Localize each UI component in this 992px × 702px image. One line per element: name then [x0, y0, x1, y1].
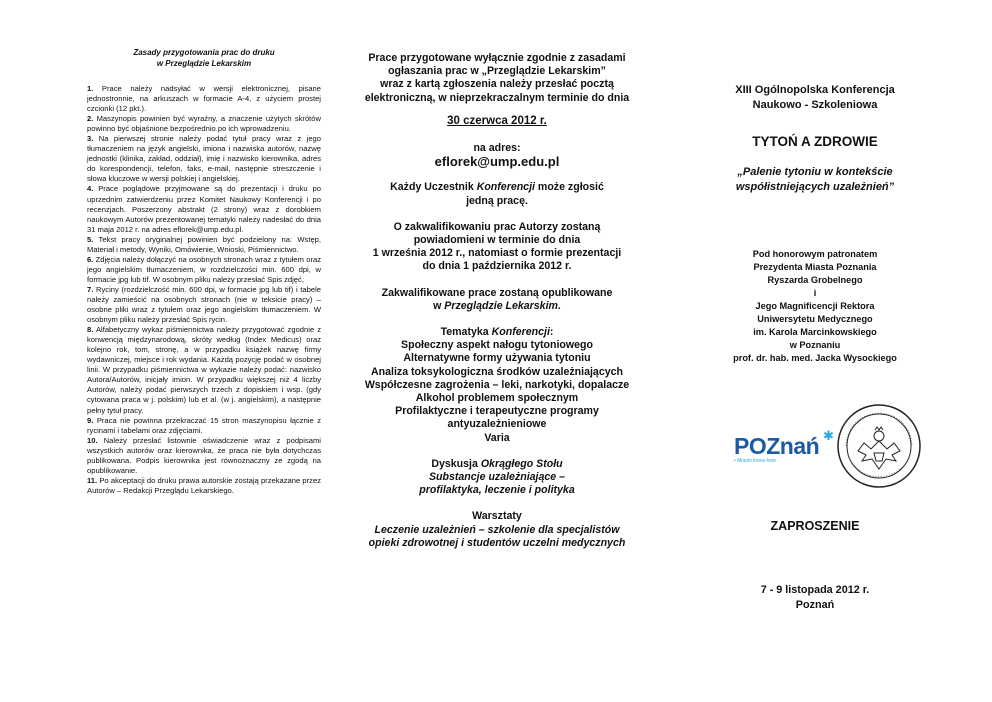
invitation-title: ZAPROSZENIE — [770, 519, 860, 533]
deadline-date: 30 czerwca 2012 r. — [447, 114, 547, 127]
poznan-logo — [734, 428, 834, 473]
qualification-line1: O zakwalifikowaniu prac Autorzy zostaną — [393, 220, 601, 233]
submission-column — [356, 52, 638, 550]
main-title: TYTOŃ A ZDROWIE — [752, 134, 878, 149]
patron-line: i — [813, 288, 817, 298]
rules-list — [87, 84, 321, 496]
workshop-line2: opieki zdrowotnej i studentów uczelni medycznych — [368, 536, 626, 549]
debate-line1: Substancje uzależniające – — [428, 471, 565, 484]
rule-item — [87, 285, 321, 325]
patron-line: Uniwersytetu Medycznego — [757, 314, 873, 324]
patron-line: Jego Magnificencji Rektora — [755, 301, 875, 311]
rule-item — [87, 84, 321, 114]
rule-number: 8. — [87, 325, 94, 335]
debate-line2: profilaktyka, leczenie i polityka — [419, 484, 575, 497]
logo-star-icon: ✱ — [823, 428, 834, 443]
topic-item: Profilaktyczne i terapeutyczne programy — [395, 405, 599, 418]
rule-number: 7. — [87, 284, 94, 294]
topic-item: Alternatywne formy używania tytoniu — [403, 352, 591, 365]
rule-number: 5. — [87, 234, 94, 244]
event-info — [710, 583, 920, 613]
topics-list — [356, 339, 638, 445]
rule-item — [87, 114, 321, 134]
rule-number: 1. — [87, 84, 94, 93]
patron-line: prof. dr. hab. med. Jacka Wysockiego — [733, 353, 897, 363]
topic-item: Alkohol problemem społecznym — [415, 392, 579, 405]
seal-eagle-icon — [836, 403, 922, 489]
rule-number: 11. — [87, 475, 98, 485]
patronage-block — [710, 248, 920, 365]
rule-text: Alfabetyczny wykaz piśmiennictwa należy przygotować zgodnie z konwencją międzynarodową, skróty według (Index Medicus) oraz kolejno rok, tom, stronę, a w przypadku książek nazwę firmy wydawniczej, miejsce i rok wydania. Każdą pozycję podać w osobnej linii. W przypadku piśmiennictwa w wykazie należy podać: nazwisko Autora/Autorów, inicjały imion. W przypadku większej niż 4 liczby Autorów, należy podać pierwszych trzech z dopiskiem i wsp. (gdy cytowana praca w j. polskim) lub et al. (w j. angielskim), a następnie pełny tytuł pracy. — [87, 325, 321, 415]
contact-email[interactable]: eflorek@ump.edu.pl — [434, 154, 560, 170]
subtitle-line1: „Palenie tytoniu w kontekście — [737, 166, 893, 178]
rule-text: Tekst pracy oryginalnej powinien być podzielony na: Wstęp, Materiał i metody, Wyniki, Omówienie, Wnioski, Piśmiennictwo. — [87, 234, 321, 254]
conference-line1: XIII Ogólnopolska Konferencja — [735, 84, 895, 96]
rules-heading — [87, 47, 321, 69]
qualification-line4: do dnia 1 października 2012 r. — [422, 260, 572, 273]
participant-line2: jedną pracę. — [466, 194, 528, 207]
rule-number: 2. — [87, 114, 94, 124]
qualification-line2: powiadomieni w terminie do dnia — [413, 234, 581, 247]
rule-number: 4. — [87, 184, 94, 194]
rule-item — [87, 436, 321, 476]
rule-item — [87, 235, 321, 255]
rule-number: 6. — [87, 254, 94, 264]
subtitle-line2: współistniejących uzależnień” — [735, 180, 895, 193]
rule-item — [87, 416, 321, 436]
patron-line: Ryszarda Grobelnego — [767, 275, 863, 285]
rules-heading-line1: Zasady przygotowania prac do druku — [133, 48, 275, 57]
rule-text: Praca nie powinna przekraczać 15 stron maszynopisu łącznie z rycinami i tabelami oraz zdjęciami. — [87, 415, 321, 435]
rule-text: Ryciny (rozdzielczość min. 600 dpi, w formacie jpg lub tif) i tabele należy zamieścić na osobnych stronach (nie w teksicie pracy) – osobne pliki wraz z tytułem oraz jego angielskim tłumaczeniem. W osobnym pliku należy przesłać Spis rycin. — [87, 284, 321, 325]
debate-title: Dyskusja Okrągłego Stołu — [431, 457, 563, 470]
topics-title: Tematyka Konferencji: — [440, 326, 554, 339]
publication-line2: w Przeglądzie Lekarskim. — [433, 299, 561, 312]
patron-line: Pod honorowym patronatem — [752, 249, 878, 259]
rule-text: Na pierwszej stronie należy podać tytuł pracy wraz z jego tłumaczeniem na język angielski, imiona i nazwiska autorów, nazwę jednostki (klinika, zakład, oddział), imię i nazwisko kierownika, adres do korespondencji, telefon, faks, e-mail, następnie streszczenie i słowa kluczowe w wersji polskiej i angielskiej. — [87, 134, 321, 184]
rules-heading-line2: w Przeglądzie Lekarskim — [156, 59, 252, 68]
rule-item — [87, 255, 321, 285]
event-city: Poznań — [795, 599, 835, 611]
rule-item — [87, 476, 321, 496]
patron-line: Prezydenta Miasta Poznania — [753, 262, 877, 272]
rule-text: Maszynopis powinien być wyraźny, a znaczenie użytych skrótów powinno być objaśnione bezpośrednio po ich wprowadzeniu. — [87, 114, 321, 134]
rule-text: Po akceptacji do druku prawa autorskie zostają przekazane przez Autorów – Redakcji Przeglądu Lekarskiego. — [87, 475, 321, 495]
rule-text: Prace należy nadsyłać w wersji elektronicznej, pisane jednostronnie, na arkuszach w formacie A-4, z użyciem prostej czcionki (12 pkt.). — [87, 84, 321, 114]
patron-line: w Poznaniu — [789, 340, 841, 350]
rule-number: 3. — [87, 134, 94, 144]
patron-line: im. Karola Marcinkowskiego — [753, 327, 877, 337]
rule-item — [87, 134, 321, 184]
poznan-logo-text: POZnań — [734, 433, 820, 459]
rule-text: Prace poglądowe przyjmowane są do prezentacji i druku po uprzednim zatwierdzeniu przez Komitet Naukowy Konferencji i po recenzjach. Poszerzony abstrakt (2 strony) wraz z dorobkiem naukowym Autorów prezentowanej tematyki należy nadesłać do dnia 31 maja 2012 r. na adres eflorek@ump.edu.pl. — [87, 184, 321, 234]
topic-item: Współczesne zagrożenia – leki, narkotyki, dopalacze — [364, 378, 630, 391]
qualification-line3: 1 września 2012 r., natomiast o formie prezentacji — [372, 247, 622, 260]
topic-item: Varia — [484, 431, 510, 444]
rule-item — [87, 184, 321, 234]
workshop-title: Warsztaty — [472, 510, 522, 523]
intro-line2: ogłaszania prac w „Przeglądzie Lekarskim” — [388, 65, 606, 78]
event-dates: 7 - 9 listopada 2012 r. — [760, 584, 870, 596]
intro-line3: wraz z kartą zgłoszenia należy przesłać pocztą — [380, 78, 614, 91]
rule-number: 10. — [87, 435, 98, 445]
topic-item: Analiza toksykologiczna środków uzależniających — [371, 365, 623, 378]
rules-column — [87, 47, 321, 496]
rule-text: Zdjęcia należy dołączyć na osobnych stronach wraz z tytułem oraz jego angielskim tłumaczeniem, w rozdzielczości min. 600 dpi, w formacie jpg lub tif. W osobnym pliku należy przesłać Spis zdjęć, — [87, 254, 321, 284]
intro-line4: elektroniczną, w nieprzekraczalnym terminie do dnia — [364, 91, 630, 104]
subtitle — [710, 165, 920, 194]
workshop-line1: Leczenie uzależnień – szkolenie dla specjalistów — [374, 523, 620, 536]
intro-line1: Prace przygotowane wyłącznie zgodnie z zasadami — [368, 52, 626, 64]
publication-line1: Zakwalifikowane prace zostaną opublikowane — [381, 286, 613, 299]
poznan-logo-tagline: • Miasto know-how — [734, 458, 776, 464]
university-seal — [836, 403, 922, 494]
conference-name — [710, 83, 920, 113]
rule-number: 9. — [87, 415, 94, 425]
topic-item: Społeczny aspekt nałogu tytoniowego — [401, 339, 593, 352]
rule-item — [87, 325, 321, 415]
address-label: na adres: — [473, 142, 521, 155]
topic-item: antyuzależnieniowe — [447, 418, 547, 431]
rule-text: Należy przesłać listownie oświadczenie wraz z podpisami wszystkich autorów oraz kierownika, że praca nie była dotychczas publikowana. Podpis kierownika jest równoznaczny ze zgodą na opublikowanie. — [87, 435, 321, 475]
conference-line2: Naukowo - Szkoleniowa — [752, 99, 878, 111]
participant-line1: Każdy Uczestnik Konferencji może zgłosić — [390, 181, 604, 194]
